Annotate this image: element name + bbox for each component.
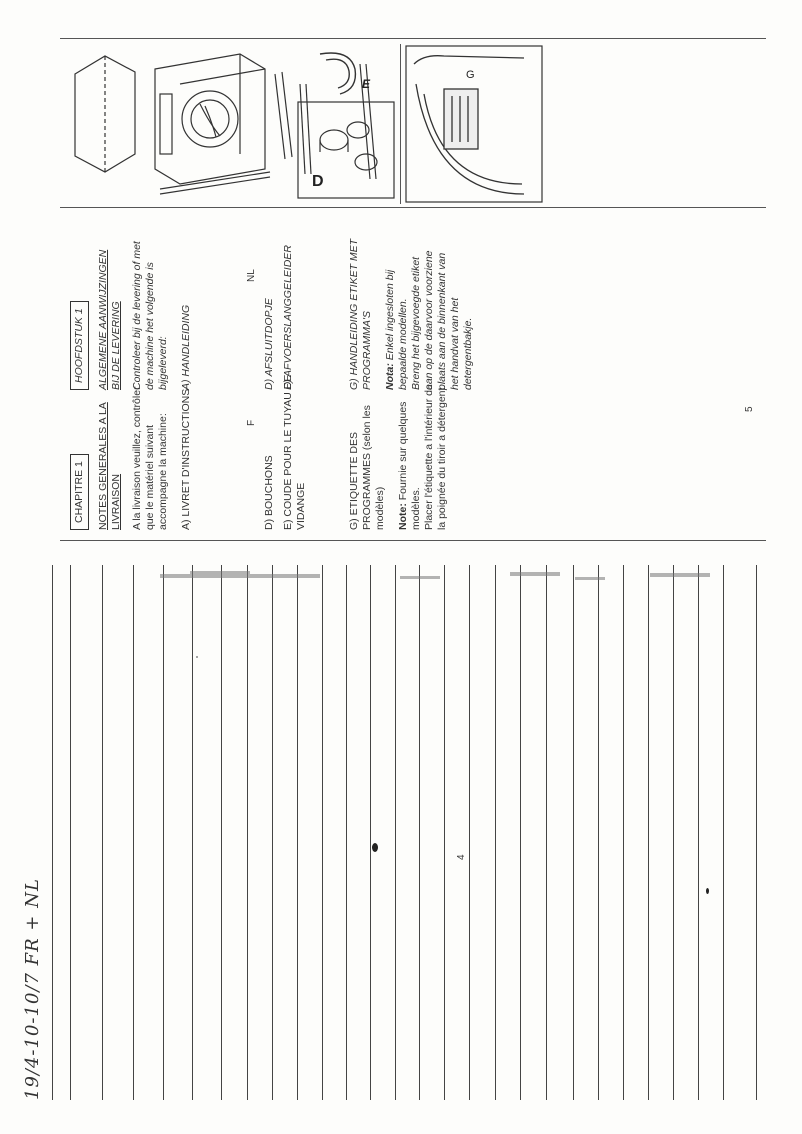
dutch-note-4: aan op de daarvoor voorziene: [423, 250, 435, 390]
lang-label-nl: NL: [246, 269, 257, 282]
ruled-line: [573, 565, 574, 1100]
french-note-4: la poignée du tiroir a détergent.: [436, 384, 448, 530]
dutch-note-7: detergentbakje.: [462, 317, 474, 390]
label-e: E: [362, 77, 371, 91]
french-intro-1: A la livraison veuillez, contrôler: [131, 386, 143, 530]
dutch-item-d: D) AFSLUITDOPJE: [263, 298, 275, 390]
dutch-note-6: het handvat van het: [449, 297, 461, 390]
ruled-line: [247, 565, 248, 1100]
label-g: G: [466, 69, 475, 81]
french-item-g-1: G) ETIQUETTE DES: [348, 431, 360, 530]
ruled-line: [495, 565, 496, 1100]
french-heading-2: LIVRAISON: [110, 473, 122, 530]
ruled-line: [723, 565, 724, 1100]
french-item-d: D) BOUCHONS: [263, 455, 275, 530]
ruled-line: [322, 565, 323, 1100]
illustration-frame-line: [60, 207, 766, 208]
ruled-line: [520, 565, 521, 1100]
page-number-left: 4: [456, 854, 467, 860]
french-item-a: A) LIVRET D'INSTRUCTIONS: [180, 388, 192, 530]
french-item-e-2: VIDANGE: [295, 482, 307, 530]
page-number-right: 5: [744, 406, 755, 412]
french-intro-3: accompagne la machine:: [157, 413, 169, 530]
middle-frame-line: [60, 540, 766, 541]
ruled-line: [648, 565, 649, 1100]
ruled-line: [297, 565, 298, 1100]
dutch-heading-1: ALGEMENE AANWIJZINGEN: [97, 249, 109, 390]
ruled-line: [469, 565, 470, 1100]
ruled-line: [70, 565, 71, 1100]
french-heading-1: NOTES GENERALES A LA: [97, 402, 109, 530]
ruled-line: [673, 565, 674, 1100]
dutch-heading-2: BIJ DE LEVERING: [110, 301, 122, 390]
ink-spot: [706, 888, 709, 894]
ruled-line: [395, 565, 396, 1100]
french-chapter: CHAPITRE 1: [70, 454, 89, 530]
ruled-line: [598, 565, 599, 1100]
dutch-intro-3: bijgeleverd:: [157, 336, 169, 390]
dutch-item-g-2: PROGRAMMA'S: [361, 310, 373, 390]
dutch-intro-2: de machine het volgende is: [144, 262, 156, 390]
illustration-divider: [400, 44, 401, 204]
french-item-g-2: PROGRAMMES (selon les: [361, 405, 373, 530]
dutch-column: [70, 239, 475, 390]
ink-spot: [196, 656, 198, 658]
ruled-line: [192, 565, 193, 1100]
ruled-line: [623, 565, 624, 1100]
french-note-1: Fournie sur quelques: [397, 401, 409, 504]
dutch-item-e: E) AFVOERSLANGGELEIDER: [282, 245, 294, 390]
ruled-line: [444, 565, 445, 1100]
handwritten-note: 19/4-10-10/7 FR + NL: [22, 878, 43, 1100]
french-item-e-1: E) COUDE POUR LE TUYAU DE: [282, 374, 294, 530]
french-note-3: Placer l'étiquette a l'intérieur de: [423, 384, 435, 530]
ruled-line: [133, 565, 134, 1100]
hose-bend-illustration: [310, 44, 380, 104]
french-item-g-3: modèles): [374, 486, 386, 530]
french-column: [70, 375, 449, 530]
dutch-note-3: Breng het bijgevoegde etiket: [410, 256, 422, 390]
ink-spot: [372, 843, 378, 852]
dutch-note-2: bepaalde modellen.: [397, 298, 409, 390]
scan-noise-strip: [150, 566, 790, 590]
ruled-line: [102, 565, 103, 1100]
ruled-line: [419, 565, 420, 1100]
ruled-line: [52, 565, 53, 1100]
ruled-line: [163, 565, 164, 1100]
stoppers-illustration: [296, 100, 396, 200]
ruled-line: [272, 565, 273, 1100]
lang-label-f: F: [246, 419, 257, 426]
dutch-chapter: HOOFDSTUK 1: [70, 301, 89, 390]
dutch-item-g-1: G) HANDLEIDING ETIKET MET: [348, 238, 360, 390]
drawer-label-illustration: [404, 44, 544, 204]
dutch-item-a: A) HANDLEIDING: [180, 304, 192, 390]
ruled-line: [346, 565, 347, 1100]
ruled-line: [546, 565, 547, 1100]
ruled-line: [221, 565, 222, 1100]
french-note-2: modèles.: [410, 487, 422, 530]
ruled-line: [370, 565, 371, 1100]
french-intro-2: que le matériel suivant: [144, 424, 156, 530]
dutch-note-1: Enkel ingesloten bij: [384, 269, 396, 364]
top-frame-line: [60, 38, 766, 39]
ruled-line: [698, 565, 699, 1100]
label-d: D: [312, 173, 324, 190]
ruled-line: [756, 565, 757, 1100]
dutch-note-5: plaats aan de binnenkant van: [436, 252, 448, 390]
dutch-note-label: Nota:: [384, 363, 396, 390]
french-note-label: Note:: [397, 503, 409, 530]
dutch-intro-1: Controleer bij de levering of met: [131, 241, 143, 390]
